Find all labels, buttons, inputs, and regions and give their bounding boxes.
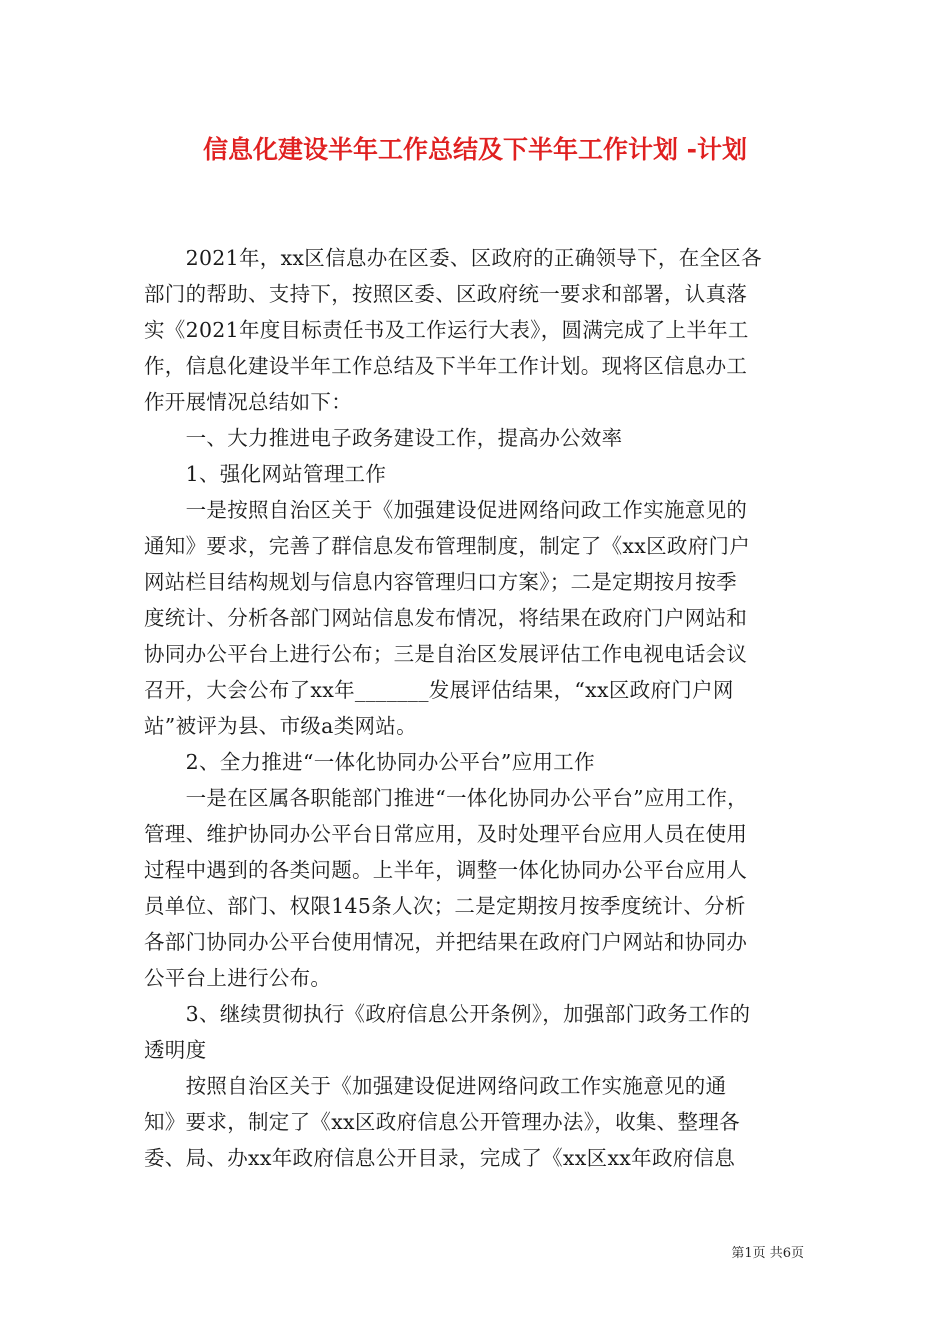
body-line: 作，信息化建设半年工作总结及下半年工作计划。现将区信息办工 [144,354,748,378]
body-line: 2021年，xx区信息办在区委、区政府的正确领导下，在全区各 [144,246,762,270]
body-line: 协同办公平台上进行公布；三是自治区发展评估工作电视电话会议 [144,642,748,666]
body-line: 作开展情况总结如下： [144,390,352,414]
section-heading: 一、大力推进电子政务建设工作，提高办公效率 [144,426,623,450]
subsection-heading: 3、继续贯彻执行《政府信息公开条例》，加强部门政务工作的 [144,1002,751,1026]
body-line: 委、局、办xx年政府信息公开目录，完成了《xx区xx年政府信息 [144,1146,736,1170]
subsection-heading: 透明度 [144,1038,207,1062]
body-line: 部门的帮助、支持下，按照区委、区政府统一要求和部署，认真落 [144,282,748,306]
body-line: 按照自治区关于《加强建设促进网络问政工作实施意见的通 [144,1074,727,1098]
body-line: 召开，大会公布了xx年_______发展评估结果，“xx区政府门户网 [144,678,734,702]
document-title: 信息化建设半年工作总结及下半年工作计划 -计划 [202,135,748,164]
body-line: 通知》要求，完善了群信息发布管理制度，制定了《xx区政府门户 [144,534,751,558]
subsection-heading: 1、强化网站管理工作 [144,462,387,486]
body-line: 实《2021年度目标责任书及工作运行大表》，圆满完成了上半年工 [144,318,749,342]
body-line: 一是按照自治区关于《加强建设促进网络问政工作实施意见的 [144,498,748,522]
document-body [144,240,806,1176]
body-line: 站”被评为县、市级a类网站。 [144,714,417,738]
subsection-heading: 2、全力推进“一体化协同办公平台”应用工作 [144,750,595,774]
body-line: 管理、维护协同办公平台日常应用，及时处理平台应用人员在使用 [144,822,748,846]
body-line: 网站栏目结构规划与信息内容管理归口方案》；二是定期按月按季 [144,570,737,594]
body-line: 一是在区属各职能部门推进“一体化协同办公平台”应用工作， [144,786,748,810]
body-line: 知》要求，制定了《xx区政府信息公开管理办法》，收集、整理各 [144,1110,740,1134]
body-line: 过程中遇到的各类问题。上半年，调整一体化协同办公平台应用人 [144,858,748,882]
body-line: 度统计、分析各部门网站信息发布情况，将结果在政府门户网站和 [144,606,748,630]
body-line: 公平台上进行公布。 [144,966,332,990]
body-line: 员单位、部门、权限145条人次；二是定期按月按季度统计、分析 [144,894,746,918]
body-line: 各部门协同办公平台使用情况，并把结果在政府门户网站和协同办 [144,930,748,954]
page-number: 第1页 共6页 [731,1246,804,1261]
